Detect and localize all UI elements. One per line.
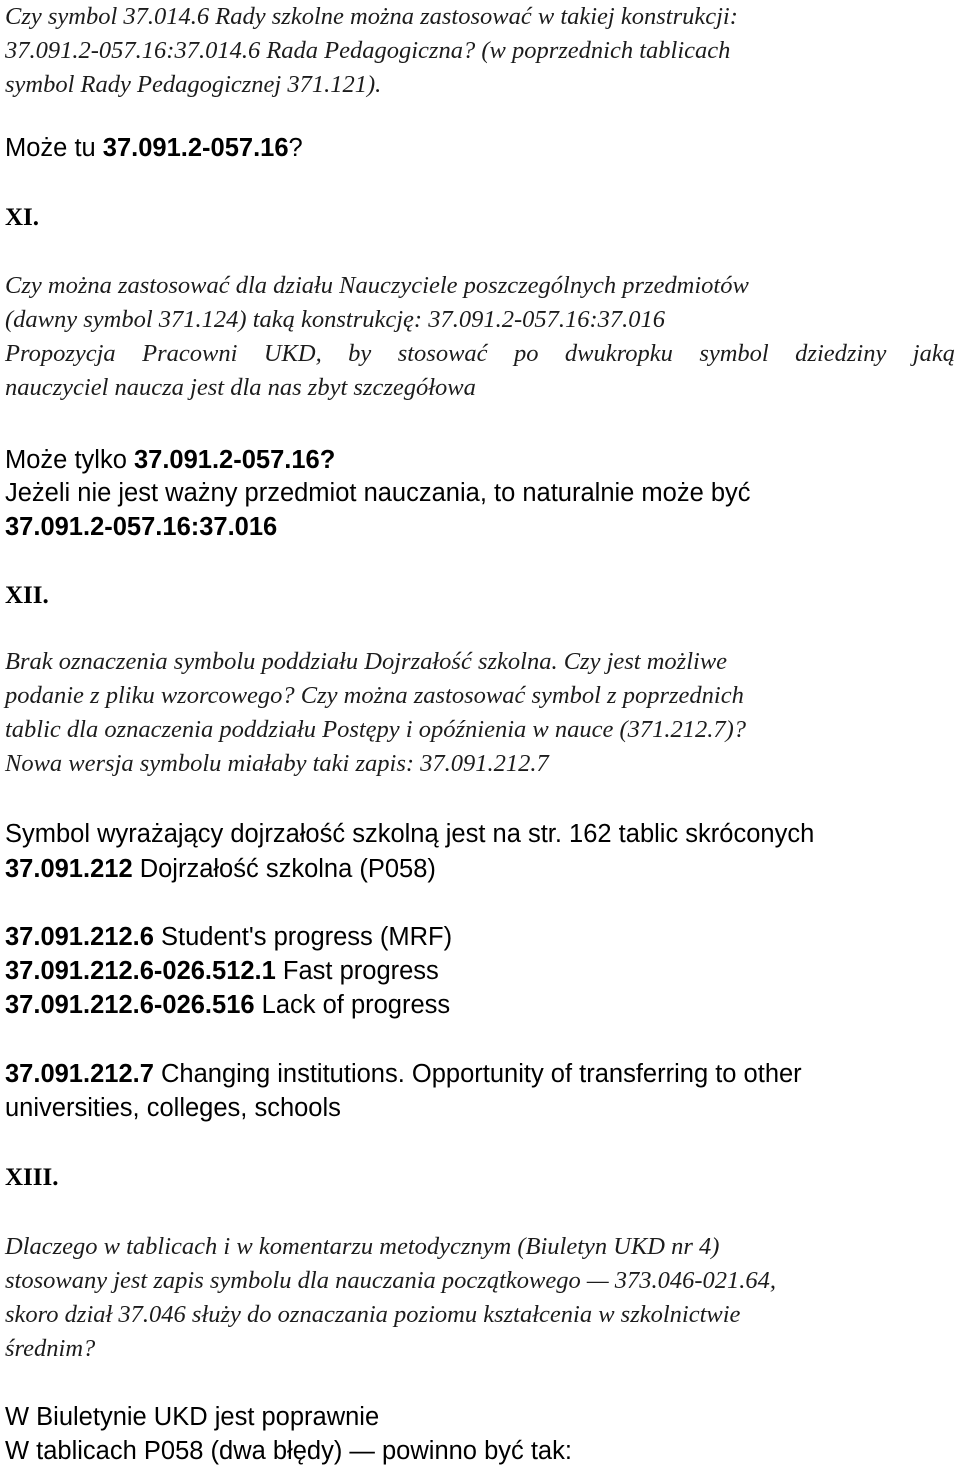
- intro-question-line-3: symbol Rady Pedagogicznej 371.121).: [5, 71, 382, 98]
- section-xii-entry-5: [5, 1060, 802, 1089]
- section-xi-answer-code: 37.091.2-057.16: [133, 446, 320, 474]
- entry-description: Fast progress: [275, 957, 439, 985]
- entry-description: Lack of progress: [254, 991, 451, 1019]
- intro-answer-prefix: Może tu: [5, 134, 103, 162]
- section-xii-entry-4: [5, 991, 450, 1020]
- section-xi-answer-line-2: Jeżeli nie jest ważny przedmiot nauczania, to naturalnie może być: [5, 479, 751, 507]
- section-xi-proposal-line-1: Propozycja Pracowni UKD, by stosować po dwukropku symbol dziedziny jaką: [5, 340, 955, 367]
- entry-code: 37.091.212.7: [5, 1060, 154, 1088]
- section-xii-question-line-4: Nowa wersja symbolu miałaby taki zapis: 37.091.212.7: [5, 750, 549, 777]
- section-xi-answer-code-2: 37.091.2-057.16:37.016: [5, 513, 278, 541]
- section-xii-question-line-2: podanie z pliku wzorcowego? Czy można zastosować symbol z poprzednich: [5, 682, 744, 709]
- section-xii-entry-2: [5, 923, 452, 952]
- section-xii-entry-5-continued: universities, colleges, schools: [5, 1094, 341, 1122]
- section-xii-heading: XII.: [5, 582, 49, 609]
- section-xii-answer-line-1: Symbol wyrażający dojrzałość szkolną jest na str. 162 tablic skróconych: [5, 820, 815, 848]
- section-xi-question-line-1: Czy można zastosować dla działu Nauczyciele poszczególnych przedmiotów: [5, 272, 749, 299]
- section-xii-entry-3: [5, 957, 439, 986]
- intro-answer-code: 37.091.2-057.16: [102, 134, 289, 162]
- section-xii-question-line-3: tablic dla oznaczenia poddziału Postępy i opóźnienia w nauce (371.212.7)?: [5, 716, 747, 743]
- section-xi-question-line-2: (dawny symbol 371.124) taką konstrukcję: 37.091.2-057.16:37.016: [5, 306, 666, 333]
- section-xiii-answer-line-1: W Biuletynie UKD jest poprawnie: [5, 1403, 380, 1431]
- section-xiii-question-line-3: skoro dział 37.046 służy do oznaczania poziomu kształcenia w szkolnictwie: [5, 1301, 741, 1328]
- section-xi-answer-prefix: Może tylko: [5, 446, 134, 474]
- section-xii-question-line-1: Brak oznaczenia symbolu poddziału Dojrzałość szkolna. Czy jest możliwe: [5, 648, 728, 675]
- entry-description: Dojrzałość szkolna (P058): [132, 855, 436, 883]
- section-xiii-question-line-2: stosowany jest zapis symbolu dla nauczania początkowego — 373.046-021.64,: [5, 1267, 777, 1294]
- intro-question-line-2: 37.091.2-057.16:37.014.6 Rada Pedagogiczna? (w poprzednich tablicach: [5, 37, 731, 64]
- entry-code: 37.091.212: [5, 855, 133, 883]
- intro-question-line-1: Czy symbol 37.014.6 Rady szkolne można zastosować w takiej konstrukcji:: [5, 3, 738, 30]
- intro-answer-suffix: ?: [288, 134, 303, 162]
- entry-description: Student's progress (MRF): [153, 923, 453, 951]
- section-xi-heading: XI.: [5, 204, 40, 231]
- section-xii-entry-1: [5, 855, 436, 884]
- section-xiii-heading: XIII.: [5, 1164, 59, 1191]
- entry-code: 37.091.212.6: [5, 923, 154, 951]
- section-xiii-answer-line-2: W tablicach P058 (dwa błędy) — powinno być tak:: [5, 1437, 572, 1465]
- section-xiii-question-line-4: średnim?: [5, 1335, 96, 1362]
- section-xi-answer-line-1: [5, 446, 335, 475]
- section-xi-answer-suffix: ?: [319, 446, 336, 474]
- entry-code: 37.091.212.6-026.512.1: [5, 957, 276, 985]
- entry-description: Changing institutions. Opportunity of transferring to other: [153, 1060, 802, 1088]
- section-xi-proposal-line-2: nauczyciel naucza jest dla nas zbyt szczegółowa: [5, 374, 476, 401]
- section-xi-answer-line-3: [5, 513, 277, 542]
- intro-answer: [5, 134, 303, 163]
- entry-code: 37.091.212.6-026.516: [5, 991, 255, 1019]
- section-xiii-question-line-1: Dlaczego w tablicach i w komentarzu metodycznym (Biuletyn UKD nr 4): [5, 1233, 720, 1260]
